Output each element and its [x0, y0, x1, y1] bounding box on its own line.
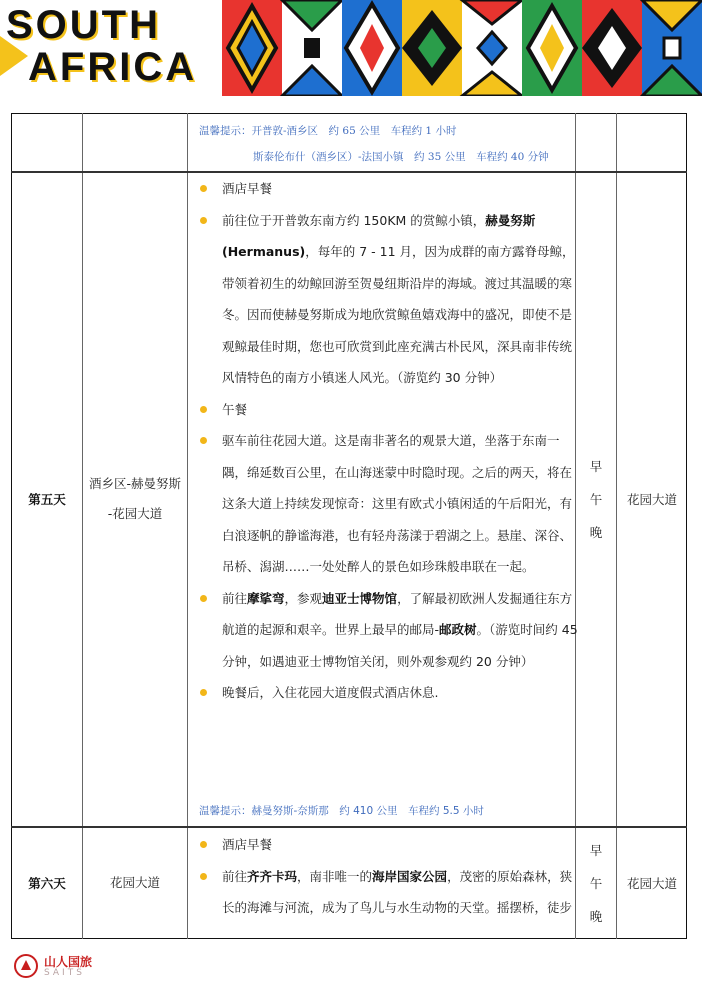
- banner-title-line1: SOUTH: [6, 3, 161, 47]
- route-cell: [83, 172, 187, 826]
- place-name: 迪亚士博物馆: [322, 590, 398, 606]
- header-banner: [0, 0, 702, 96]
- bullet-icon: [200, 217, 207, 224]
- place-name: 摩挲弯: [247, 590, 285, 606]
- travel-tip: 温馨提示：赫曼努斯-奈斯那 约 410 公里 车程约 5.5 小时: [199, 805, 484, 817]
- travel-tip: 斯泰伦布什（酒乡区）-法国小镇 约 35 公里 车程约 40 分钟: [253, 151, 549, 163]
- bullet-icon: [200, 595, 207, 602]
- meal-breakfast: 早: [589, 458, 603, 474]
- day-cell: [12, 172, 82, 826]
- bullet-icon: [200, 841, 207, 848]
- place-name: 赫曼努斯 (Hermanus): [222, 212, 536, 259]
- column-divider: [187, 113, 188, 939]
- banner-title: [6, 4, 218, 92]
- meal-lunch: 午: [589, 491, 603, 507]
- mountain-logo-icon: [14, 954, 38, 978]
- route-text: 酒乡区-赫曼努斯: [88, 476, 181, 491]
- list-item: 前往齐齐卡玛，南非唯一的海岸国家公园，茂密的原始森林，狭长的海滩与河流，成为了鸟儿与水生动物的天堂。摇摆桥，徒步: [196, 861, 580, 924]
- bullet-icon: [200, 873, 207, 880]
- bullet-icon: [200, 437, 207, 444]
- place-name: 齐齐卡玛: [247, 868, 298, 884]
- hotel-cell: [617, 828, 687, 938]
- meal-lunch: 午: [589, 875, 603, 891]
- meal-dinner: 晚: [589, 908, 603, 924]
- list-item: 前往位于开普敦东南方约 150KM 的赏鲸小镇，赫曼努斯 (Hermanus)，每年的 7 - 11 月，因为成群的南方露脊母鲸，带领着初生的幼鲸回游至贺曼纽斯沿岸的海域。渡过其温暖的寒冬。因而使赫曼努斯成为地欣赏鲸鱼嬉戏海中的盛况，即使不是观鲸最佳时期，您也可欣赏到此座充满古朴民风，深具南非传统风情特色的南方小镇迷人风光。（游览约 30 分钟）: [196, 205, 580, 394]
- banner-title-line2: AFRICA: [28, 45, 198, 89]
- list-item: 前往摩挲弯，参观迪亚士博物馆，了解最初欧洲人发掘通往东方航道的起源和艰辛。世界上最早的邮局-邮政树。（游览时间约 45 分钟，如遇迪亚士博物馆关闭，则外观参观约 20 分钟）: [196, 583, 580, 678]
- bullet-icon: [200, 689, 207, 696]
- day5-itinerary: [196, 173, 580, 709]
- hotel-text: 花园大道: [626, 876, 677, 891]
- bullet-icon: [200, 185, 207, 192]
- day6-itinerary: [196, 829, 580, 937]
- place-name: 邮政树: [439, 622, 477, 637]
- flag-chevron-icon: [0, 36, 28, 76]
- list-item: 酒店早餐: [196, 173, 580, 205]
- ndebele-pattern-decoration: [222, 0, 702, 96]
- list-item: 晚餐后，入住花园大道度假式酒店休息.: [196, 677, 580, 709]
- route-text: -花园大道: [107, 506, 163, 521]
- company-logo: [14, 952, 104, 982]
- meals-cell: [576, 172, 616, 826]
- day-cell: [12, 828, 82, 938]
- travel-tip: 温馨提示：开普敦-酒乡区 约 65 公里 车程约 1 小时: [199, 125, 457, 137]
- route-cell: [83, 828, 187, 938]
- day-label: 第五天: [28, 492, 66, 507]
- meals-cell: [576, 828, 616, 938]
- hotel-cell: [617, 172, 687, 826]
- meal-dinner: 晚: [589, 524, 603, 540]
- route-text: 花园大道: [109, 875, 160, 890]
- meal-breakfast: 早: [589, 842, 603, 858]
- bullet-icon: [200, 406, 207, 413]
- day-label: 第六天: [28, 876, 66, 891]
- list-item: 午餐: [196, 394, 580, 426]
- place-name: 海岸国家公园: [372, 868, 448, 884]
- logo-name-cn: 山人国旅: [44, 955, 93, 969]
- list-item: 酒店早餐: [196, 829, 580, 861]
- logo-name-en: SAITS: [44, 968, 85, 978]
- hotel-text: 花园大道: [626, 492, 677, 507]
- list-item: 驱车前往花园大道。这是南非著名的观景大道，坐落于东南一隅，绵延数百公里，在山海迷蒙中时隐时现。之后的两天，将在这条大道上持续发现惊奇：这里有欧式小镇闲适的午后阳光，有白浪逐帆的静谧海港，也有轻舟荡漾于碧湖之上。悬崖、深谷、吊桥、潟湖……一处处醉人的景色如珍珠般串联在一起。: [196, 425, 580, 583]
